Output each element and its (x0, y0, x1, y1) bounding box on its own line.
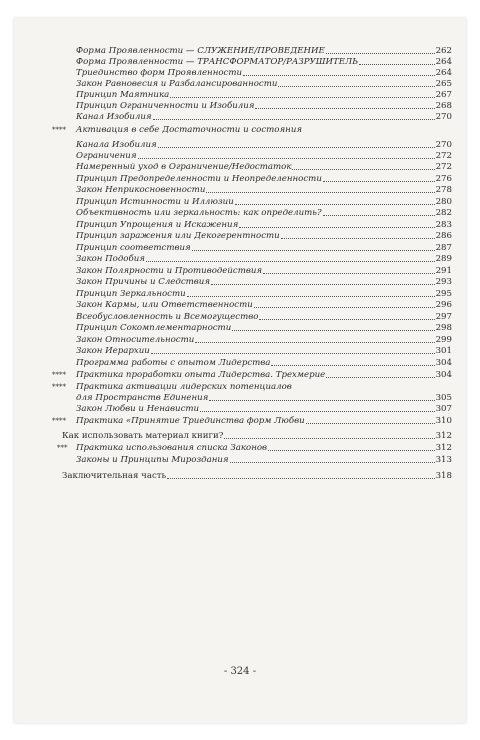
toc-entry (76, 112, 452, 122)
toc-entry-title: для Пространств Единения (76, 393, 209, 403)
dot-leader (326, 53, 435, 54)
toc-entry-page: 307 (435, 404, 452, 414)
toc-entry-title: Закон Относительности (76, 335, 195, 345)
toc-entry (76, 370, 452, 380)
dot-leader (206, 192, 434, 193)
toc-entry (76, 208, 452, 218)
toc-entry (76, 416, 452, 426)
toc-entry (62, 471, 452, 481)
toc-entry-page: 295 (435, 289, 452, 299)
toc-entry-title: Как использовать материал книги? (62, 431, 224, 441)
toc-entry (76, 125, 452, 135)
practice-marker: *** (57, 444, 68, 452)
toc-entry (76, 140, 452, 150)
dot-leader (254, 307, 435, 308)
toc-entry-page: 264 (435, 57, 452, 67)
toc-entry-title: Закон Неприкосновенности (76, 185, 206, 195)
toc-entry-page: 268 (435, 101, 452, 111)
toc-entry-title: Ограничения (76, 151, 137, 161)
dot-leader (211, 284, 435, 285)
toc-entry-page: 304 (435, 370, 452, 380)
toc-entry (76, 358, 452, 368)
dot-leader (255, 108, 434, 109)
toc-entry (76, 151, 452, 161)
dot-leader (232, 330, 434, 331)
toc-entry (76, 197, 452, 207)
toc-entry-title: Принцип Предопределенности и Неопределенности (76, 174, 322, 184)
toc-entry-title: Практика «Принятие Триединства форм Любви (76, 416, 305, 426)
toc-entry (76, 300, 452, 310)
dot-leader (271, 365, 434, 366)
toc-entry-page: 291 (435, 266, 452, 276)
toc-entry-title: Программа работы с опытом Лидерства (76, 358, 271, 368)
toc-entry (76, 231, 452, 241)
toc-entry-title: Закон Кармы, или Ответственности (76, 300, 253, 310)
toc-entry (76, 289, 452, 299)
toc-entry-title: Принцип заражения или Декогерентности (76, 231, 280, 241)
toc-entry-page: 312 (435, 431, 452, 441)
toc-entry-page: 301 (435, 346, 452, 356)
toc-entry-title: Форма Проявленности — ТРАНСФОРМАТОР/РАЗРУШИТЕЛЬ (76, 57, 358, 67)
dot-leader (281, 238, 435, 239)
toc-entry-page: 265 (435, 79, 452, 89)
dot-leader (243, 75, 435, 76)
toc-entry-title: Практика активации лидерских потенциалов (76, 382, 292, 392)
practice-marker: **** (52, 126, 66, 134)
page-number: - 324 - (223, 666, 257, 677)
toc-entry-title: Всеобусловленность и Всемогущество (76, 312, 259, 322)
toc-entry-page: 270 (435, 140, 452, 150)
toc-entry-page: 312 (435, 443, 452, 453)
dot-leader (187, 296, 435, 297)
toc-entry-page: 293 (435, 277, 452, 287)
toc-entry (76, 220, 452, 230)
dot-leader (326, 377, 434, 378)
toc-entry-page: 305 (435, 393, 452, 403)
toc-entry-title: Принцип Зеркальности (76, 289, 186, 299)
toc-entry (76, 68, 452, 78)
toc-entry-title: Канала Изобилия (76, 140, 157, 150)
toc-entry (76, 346, 452, 356)
toc-entry-page: 276 (435, 174, 452, 184)
toc-entry-title: Канал Изобилия (76, 112, 152, 122)
toc-entry (76, 162, 452, 172)
dot-leader (167, 478, 434, 479)
dot-leader (151, 353, 435, 354)
toc-entry-page: 278 (435, 185, 452, 195)
toc-entry (62, 431, 452, 441)
toc-entry-title: Принцип Истинности и Иллюзии (76, 197, 234, 207)
toc-entry-page: 283 (435, 220, 452, 230)
toc-entry (76, 243, 452, 253)
toc-entry (76, 79, 452, 89)
toc-entry-title: Практика проработки опыта Лидерства. Трехмерие (76, 370, 326, 380)
toc-entry-page: 310 (435, 416, 452, 426)
toc-entry-page: 264 (435, 68, 452, 78)
dot-leader (192, 250, 435, 251)
toc-entry (76, 455, 452, 465)
toc-entry-title: Форма Проявленности — СЛУЖЕНИЕ/ПРОВЕДЕНИЕ (76, 46, 325, 56)
toc-entry (76, 101, 452, 111)
toc-entry-title: Закон Подобия (76, 254, 145, 264)
toc-entry-page: 298 (435, 323, 452, 333)
toc-entry-page: 289 (435, 254, 452, 264)
dot-leader (239, 227, 434, 228)
toc-entry-title: Принцип Сокомплементарности (76, 323, 232, 333)
toc-entry-page: 297 (435, 312, 452, 322)
toc-entry-title: Принцип Ограниченности и Изобилия (76, 101, 255, 111)
toc-entry (76, 382, 452, 392)
toc-entry-title: Закон Причины и Следствия (76, 277, 211, 287)
toc-entry-page: 270 (435, 112, 452, 122)
toc-entry (76, 254, 452, 264)
dot-leader (224, 438, 434, 439)
dot-leader (292, 169, 434, 170)
dot-leader (235, 204, 435, 205)
toc-entry (76, 277, 452, 287)
toc-entry (76, 57, 452, 67)
toc-entry-title: Активация в себе Достаточности и состояния (76, 125, 303, 135)
dot-leader (195, 342, 434, 343)
toc-entry (76, 174, 452, 184)
toc-entry (76, 312, 452, 322)
dot-leader (153, 119, 435, 120)
toc-entry-title: Закон Любви и Ненависти (76, 404, 200, 414)
toc-entry-title: Практика использования списка Законов (76, 443, 268, 453)
toc-entry-title: Законы и Принципы Мироздания (76, 455, 229, 465)
toc-entry-page: 286 (435, 231, 452, 241)
toc-entry-title: Намеренный уход в Ограничение/Недостаток (76, 162, 292, 172)
toc-entry (76, 393, 452, 403)
toc-entry-page: 313 (435, 455, 452, 465)
dot-leader (306, 423, 435, 424)
toc-entry-page: 318 (435, 471, 452, 481)
toc-entry (76, 323, 452, 333)
toc-entry (76, 46, 452, 56)
toc-entry-title: Закон Иерархии (76, 346, 150, 356)
toc-entry (76, 185, 452, 195)
dot-leader (323, 215, 435, 216)
toc-entry-title: Триединство форм Проявленности (76, 68, 243, 78)
toc-entry-page: 272 (435, 151, 452, 161)
toc-entry (76, 90, 452, 100)
dot-leader (146, 261, 435, 262)
toc-entry-title: Объективность или зеркальность: как определить? (76, 208, 322, 218)
toc-entry-page: 296 (435, 300, 452, 310)
toc-entry-page: 299 (435, 335, 452, 345)
toc-entry-title: Принцип Маятника (76, 90, 170, 100)
toc-entry (76, 335, 452, 345)
toc-entry-page: 287 (435, 243, 452, 253)
dot-leader (158, 147, 435, 148)
dot-leader (323, 181, 435, 182)
toc-entry-title: Принцип соответствия (76, 243, 191, 253)
dot-leader (268, 450, 435, 451)
dot-leader (209, 400, 434, 401)
dot-leader (278, 86, 434, 87)
toc-entry-page: 304 (435, 358, 452, 368)
dot-leader (138, 158, 435, 159)
toc-entry-page: 280 (435, 197, 452, 207)
toc-entry-page: 272 (435, 162, 452, 172)
practice-marker: **** (52, 383, 66, 391)
dot-leader (230, 462, 435, 463)
toc-entry-page: 282 (435, 208, 452, 218)
practice-marker: **** (52, 371, 66, 379)
toc-entry (76, 443, 452, 453)
toc-entry-page: 262 (435, 46, 452, 56)
toc-entry-title: Закон Полярности и Противодействия (76, 266, 263, 276)
toc-entry (76, 404, 452, 414)
dot-leader (259, 319, 434, 320)
toc-entry (76, 266, 452, 276)
toc-entry-title: Закон Равновесия и Разбалансированности (76, 79, 278, 89)
toc-entry-title: Заключительная часть (62, 471, 167, 481)
practice-marker: **** (52, 417, 66, 425)
dot-leader (200, 411, 435, 412)
dot-leader (170, 97, 434, 98)
toc-entry-title: Принцип Упрощения и Искажения (76, 220, 239, 230)
dot-leader (263, 273, 434, 274)
toc-entry-page: 267 (435, 90, 452, 100)
dot-leader (359, 64, 435, 65)
